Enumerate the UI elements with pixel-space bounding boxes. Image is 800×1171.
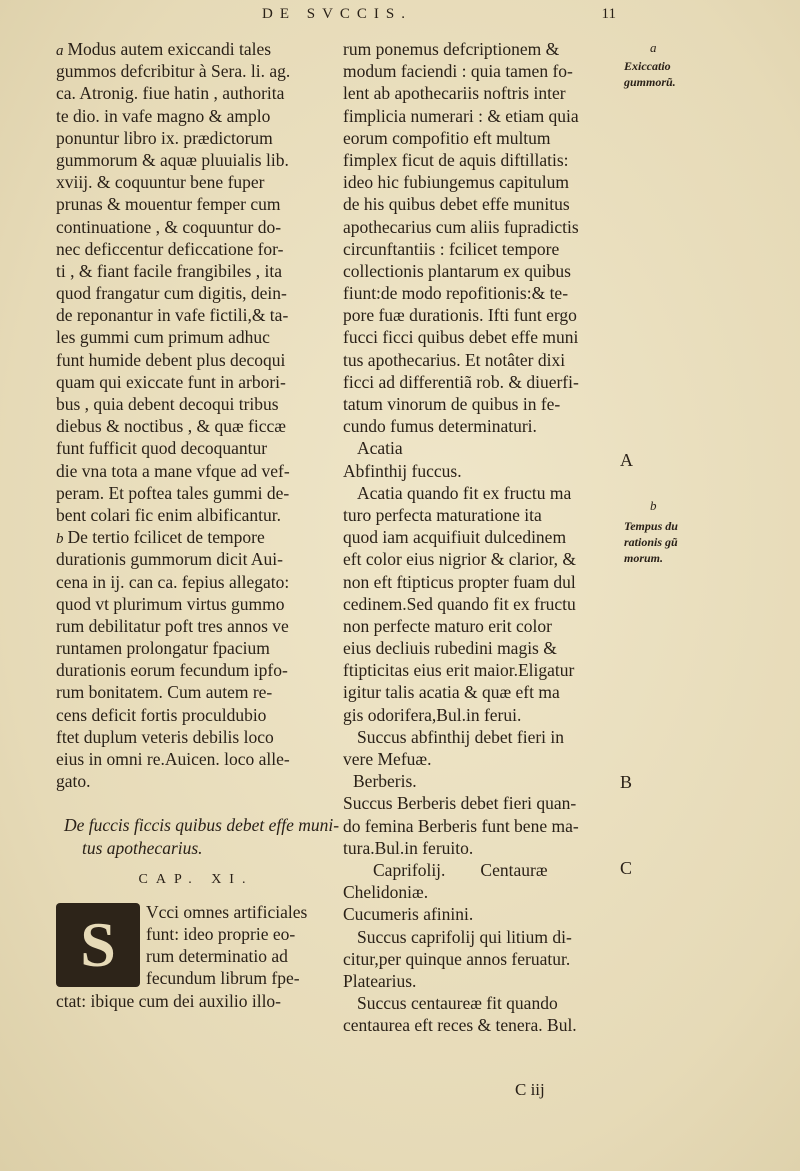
- text-line: Succus Berberis debet fieri quan-: [343, 793, 577, 814]
- text-line: runtamen prolongatur fpacium: [56, 638, 270, 659]
- text-line: rum debilitatur poft tres annos ve: [56, 615, 289, 636]
- paragraph-tempus: [56, 526, 336, 792]
- text-line: de his quibus debet effe munitus: [343, 194, 570, 215]
- text-line: diebus & noctibus , & quæ ficcæ: [56, 416, 286, 437]
- text-line: quod iam acquifiuit dulcedinem: [343, 527, 567, 548]
- text-line: a Modus autem exiccandi tales: [56, 39, 272, 59]
- text-line: igitur talis acatia & quæ eft ma: [343, 682, 560, 703]
- text-line: non perfecte maturo erit color: [343, 615, 552, 636]
- text-line: vere Mefuæ.: [343, 749, 432, 769]
- text-line: Succus caprifolij qui litium di-: [357, 926, 572, 947]
- text-line: Succus abfinthij debet fieri in: [357, 726, 565, 747]
- heading-cucumeris: Cucumeris afinini.: [343, 904, 474, 925]
- text-line: prunas & mouentur femper cum: [56, 194, 281, 215]
- text-line: bent colari fic enim albificantur.: [56, 504, 281, 525]
- text-line: nec deficcentur deficcatione for-: [56, 238, 284, 259]
- text-line: te dio. in vafe magno & amplo: [56, 105, 271, 126]
- text-line: centaurea eft reces & tenera. Bul.: [343, 1015, 577, 1036]
- text-line: durationis eorum fecundum ipfo-: [56, 660, 288, 681]
- section-heading-line: tus apothecarius.: [82, 837, 203, 858]
- margin-letter-a: A: [620, 450, 633, 470]
- running-title: DE SVCCIS.: [262, 6, 413, 22]
- text-line: fecundum librum fpe-: [146, 968, 300, 989]
- text-line: cundo fumus determinaturi.: [343, 416, 537, 437]
- text-line: eorum compofitio eft multum: [343, 127, 551, 148]
- text-line: fimplex ficut de aquis diftillatis:: [343, 149, 569, 170]
- text-line: lent ab apothecariis noftris inter: [343, 83, 566, 104]
- text-line: cens deficit fortis proculdubio: [56, 704, 267, 725]
- text-line: bus , quia debent decoqui tribus: [56, 394, 279, 414]
- spacer: [56, 792, 336, 814]
- page-header: [0, 6, 800, 30]
- text-line: rum ponemus defcriptionem &: [343, 39, 560, 59]
- chapter-label: CAP. XI.: [138, 871, 254, 887]
- page-number: 11: [601, 6, 616, 22]
- heading-absinthium: Abfinthij fuccus.: [343, 460, 462, 481]
- text-line: funt: ideo proprie eo-: [146, 923, 296, 944]
- heading-berberis: Berberis.: [353, 771, 417, 792]
- decorated-initial-s: S: [56, 903, 140, 987]
- note-marker-b: b: [56, 531, 64, 548]
- text-line: collectionis plantarum ex quibus: [343, 260, 571, 281]
- text-line: xviij. & coquuntur bene fuper: [56, 172, 265, 193]
- margin-note-b-letter: b: [650, 498, 657, 513]
- text-line: tura.Bul.in feruito.: [343, 837, 474, 858]
- text-line: ctat: ibique cum dei auxilio illo-: [56, 990, 282, 1011]
- text-line: Succus centaureæ fit quando: [357, 993, 558, 1014]
- text-line: ftet duplum veteris debilis loco: [56, 726, 274, 747]
- text-line: ti , & fiant facile frangibiles , ita: [56, 260, 282, 281]
- text-line: ideo hic fubiungemus capitulum: [343, 172, 569, 193]
- margin-letter-c: C: [620, 858, 633, 878]
- text-line: de reponantur in vafe fictili,& ta-: [56, 305, 289, 326]
- margin-letter-b: B: [620, 772, 633, 792]
- margin-note-exiccatio: Exiccatio gummorũ.: [624, 59, 676, 89]
- text-line: ponuntur libro ix. prædictorum: [56, 127, 273, 148]
- text-line: gis odorifera,Bul.in ferui.: [343, 704, 522, 725]
- text-line: eius in omni re.Auicen. loco alle-: [56, 749, 290, 769]
- text-line: non eft ftipticus propter fuam dul: [343, 571, 576, 592]
- margin-note-tempus: Tempus du rationis gũ morum.: [624, 519, 678, 565]
- text-line: fucci ficci quibus debet effe muni: [343, 327, 579, 348]
- text-line: funt fufficit quod decoquantur: [56, 438, 268, 459]
- text-line: quam qui exiccate funt in arbori-: [56, 371, 286, 392]
- text-line: durationis gummorum dicit Aui-: [56, 549, 283, 570]
- paragraph-exiccatio: [56, 38, 336, 526]
- text-line: funt humide debent plus decoqui: [56, 349, 286, 370]
- text-line: do femina Berberis funt bene ma-: [343, 815, 579, 836]
- section-heading: [56, 814, 340, 858]
- text-line: gummorum & aquæ pluuialis lib.: [56, 149, 289, 170]
- heading-caprifolium-centaurea: Caprifolij. Centauræ: [373, 859, 548, 880]
- text-line: cena in ij. can ca. fepius allegato:: [56, 571, 290, 592]
- text-line: ficci ad differentiã rob. & diuerfi-: [343, 371, 579, 392]
- text-line: peram. Et poftea tales gummi de-: [56, 482, 290, 503]
- text-line: circunftantiis : fcilicet tempore: [343, 238, 560, 259]
- section-heading-line: De fuccis ficcis quibus debet effe muni-: [64, 815, 340, 836]
- text-line: Platearius.: [343, 970, 417, 991]
- right-column: [343, 38, 625, 1036]
- text-line: gato.: [56, 771, 91, 792]
- text-line: les gummi cum primum adhuc: [56, 327, 270, 348]
- text-line: fimplicia numerari : & etiam quia: [343, 105, 579, 126]
- text-line: turo perfecta maturatione ita: [343, 504, 542, 525]
- text-line: quod frangatur cum digitis, dein-: [56, 283, 287, 304]
- text-line: fiunt:de modo repofitionis:& te-: [343, 283, 569, 304]
- text-line: tus apothecarius. Et notâter dixi: [343, 349, 566, 370]
- text-line: cedinem.Sed quando fit ex fructu: [343, 593, 576, 614]
- text-line: citur,per quinque annos feruatur.: [343, 948, 571, 969]
- text-line: gummos defcribitur à Sera. li. ag.: [56, 61, 291, 82]
- text-line: Acatia quando fit ex fructu ma: [357, 482, 572, 503]
- text-line: rum bonitatem. Cum autem re-: [56, 682, 273, 703]
- text-line: continuatione , & coquuntur do-: [56, 216, 282, 237]
- text-line: tatum vinorum de quibus in fe-: [343, 394, 561, 414]
- text-line: eft color eius nigrior & clarior, &: [343, 549, 577, 570]
- left-column: [56, 38, 340, 1012]
- text-line: apothecarius cum aliis fupradictis: [343, 216, 579, 237]
- chapter-opening: [56, 901, 336, 1012]
- text-line: ftipticitas eius erit maior.Eligatur: [343, 660, 575, 681]
- text-line: quod vt plurimum virtus gummo: [56, 593, 285, 614]
- text-line: Vcci omnes artificiales: [146, 901, 308, 922]
- note-marker-a: a: [56, 43, 64, 59]
- text-line: rum determinatio ad: [146, 946, 288, 967]
- text-line: eius decliuis rubedini magis &: [343, 638, 557, 659]
- text-line: modum faciendi : quia tamen fo-: [343, 61, 573, 82]
- text-line: die vna tota a mane vfque ad vef-: [56, 460, 290, 481]
- heading-chelidonia: Chelidoniæ.: [343, 882, 429, 903]
- text-line: pore fuæ durationis. Ifti funt ergo: [343, 305, 577, 326]
- text-line: ca. Atronig. fiue hatin , authorita: [56, 83, 285, 104]
- margin-note-a-letter: a: [650, 40, 657, 55]
- catchword: C iij: [515, 1080, 545, 1099]
- heading-acatia: Acatia: [357, 438, 403, 459]
- text-line: b De tertio fcilicet de tempore: [56, 527, 265, 548]
